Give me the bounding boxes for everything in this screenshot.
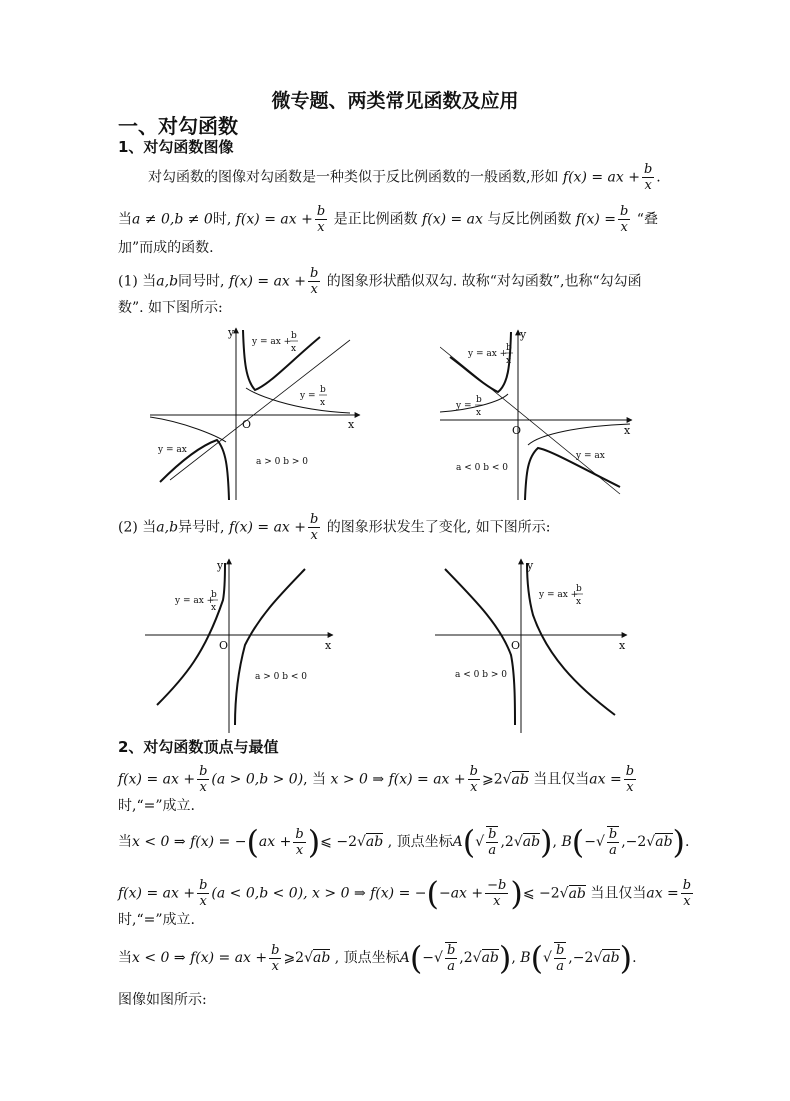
subsection-heading-2: 2、对勾函数顶点与最值 bbox=[118, 738, 279, 756]
closing-line: 图像如图所示: bbox=[118, 992, 207, 1008]
intro-line-2: 当a ≠ 0,b ≠ 0时, f(x) = ax + $\frac{b}{x}$ 是正比例函数 f(x) = ax 与反比例函数 f(x) = $\frac{b}{x}$ “叠 bbox=[118, 204, 658, 235]
intro-line-1: 对勾函数的图像对勾函数是一种类似于反比例函数的一般函数,形如 f(x) = ax + $\frac{b}{x}$ . bbox=[148, 162, 661, 193]
svg-text:O: O bbox=[511, 639, 521, 652]
svg-text:y =: y = bbox=[300, 391, 316, 401]
svg-text:b: b bbox=[476, 395, 482, 405]
graph-4 bbox=[435, 555, 635, 735]
svg-text:O: O bbox=[219, 639, 229, 652]
case1-line-2: 数”. 如下图所示: bbox=[118, 300, 223, 316]
svg-text:b: b bbox=[211, 590, 217, 600]
vertex-line-4: 当x < 0 ⇒ f(x) = ax + $\frac{b}{x}$ ⩾2√ab , 顶点坐标A(−√ $\frac{b}{a}$ ,2√ab), B(√ $\frac{b}{a}$ ,−2√ab). bbox=[118, 939, 637, 977]
svg-text:y = ax: y = ax bbox=[576, 451, 605, 461]
case1-line-1: (1) 当a,b同号时, f(x) = ax + $\frac{b}{x}$ 的图象形状酷似双勾. 故称“对勾函数”,也称“勾勾函 bbox=[118, 266, 642, 297]
graph-4-condition: a < 0 b > 0 bbox=[455, 670, 507, 680]
svg-text:x: x bbox=[476, 408, 482, 418]
svg-text:y = ax +: y = ax + bbox=[539, 590, 579, 600]
svg-text:b: b bbox=[291, 331, 297, 341]
svg-text:x: x bbox=[506, 356, 512, 366]
svg-text:y: y bbox=[228, 326, 235, 339]
vertex-line-1b: 时,“=”成立. bbox=[118, 798, 195, 814]
svg-text:y = ax +: y = ax + bbox=[468, 349, 508, 359]
svg-text:x: x bbox=[320, 398, 326, 408]
svg-text:y = ax: y = ax bbox=[158, 445, 187, 455]
vertex-line-3b: 时,“=”成立. bbox=[118, 912, 195, 928]
intro-line-3: 加”而成的函数. bbox=[118, 240, 214, 256]
graph-3-condition: a > 0 b < 0 bbox=[255, 672, 307, 682]
svg-text:b: b bbox=[576, 584, 582, 594]
svg-text:x: x bbox=[624, 424, 631, 437]
graph-2-condition: a < 0 b < 0 bbox=[456, 463, 508, 473]
svg-text:b: b bbox=[506, 343, 512, 353]
svg-text:x: x bbox=[576, 597, 582, 607]
svg-text:y: y bbox=[527, 559, 534, 572]
svg-text:x: x bbox=[619, 639, 626, 652]
section-heading: 一、对勾函数 bbox=[118, 114, 238, 138]
subsection-heading-1: 1、对勾函数图像 bbox=[118, 138, 234, 156]
vertex-line-3: f(x) = ax + $\frac{b}{x}$ (a < 0,b < 0), x > 0 ⇒ f(x) = −(−ax + $\frac{-b}{x}$ )⩽ −2√ab 当且仅当ax = $\frac{b}{x}$ bbox=[118, 874, 692, 913]
svg-text:O: O bbox=[242, 418, 252, 431]
svg-text:y = ax +: y = ax + bbox=[252, 337, 292, 347]
svg-text:y =: y = bbox=[456, 401, 472, 411]
formula-f: f(x) = ax + bbox=[562, 169, 640, 186]
svg-text:x: x bbox=[325, 639, 332, 652]
svg-text:y: y bbox=[217, 559, 224, 572]
svg-text:x: x bbox=[291, 344, 297, 354]
graph-3 bbox=[145, 555, 340, 735]
graph-2 bbox=[440, 322, 640, 502]
svg-text:O: O bbox=[512, 424, 522, 437]
graph-1 bbox=[150, 322, 365, 502]
svg-text:y = ax +: y = ax + bbox=[175, 596, 215, 606]
svg-text:x: x bbox=[211, 603, 217, 613]
svg-text:b: b bbox=[320, 385, 326, 395]
vertex-line-2: 当x < 0 ⇒ f(x) = −(ax + $\frac{b}{x}$ )⩽ −2√ab , 顶点坐标A(√ $\frac{b}{a}$ ,2√ab), B(−√ $\frac{b}{a}$ ,−2√ab). bbox=[118, 823, 690, 861]
fraction-b-x: $\frac{b}{x}$ bbox=[643, 162, 653, 193]
vertex-line-1: f(x) = ax + $\frac{b}{x}$ (a > 0,b > 0), 当 x > 0 ⇒ f(x) = ax + $\frac{b}{x}$ ⩾2√ab 当且仅当ax = $\frac{b}{x}$ bbox=[118, 764, 635, 795]
case2-line: (2) 当a,b异号时, f(x) = ax + $\frac{b}{x}$ 的图象形状发生了变化, 如下图所示: bbox=[118, 512, 551, 543]
svg-text:x: x bbox=[348, 418, 355, 431]
graph-1-condition: a > 0 b > 0 bbox=[256, 457, 308, 467]
svg-text:y: y bbox=[520, 328, 527, 341]
intro-text: 对勾函数的图像对勾函数是一种类似于反比例函数的一般函数,形如 bbox=[148, 169, 559, 186]
page-title: 微专题、两类常见函数及应用 bbox=[271, 90, 519, 112]
